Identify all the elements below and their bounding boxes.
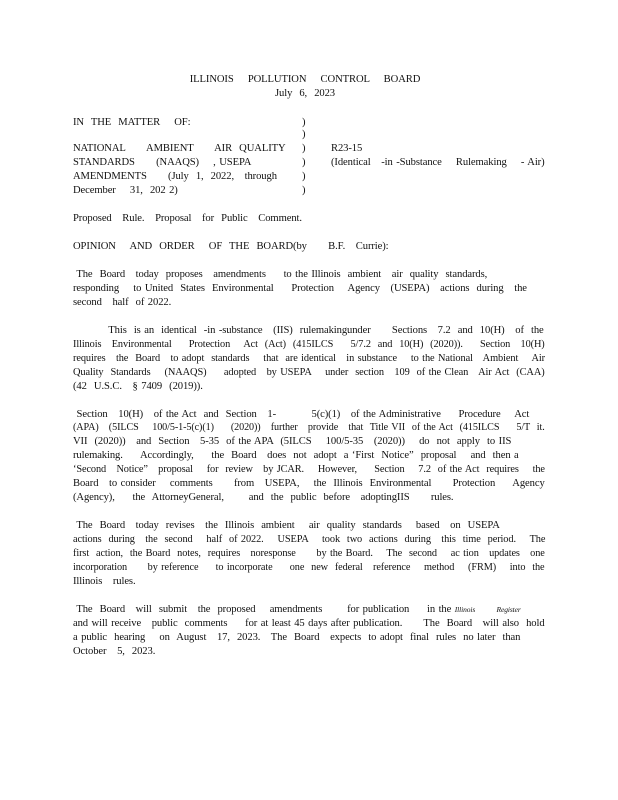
paragraph-line: The Board today revises the Illinois ambient air quality standards based on USEPA xyxy=(73,520,500,531)
caption-paren: ) xyxy=(302,143,306,154)
paragraph-line: (APA) (5ILCS 100/5-1-5(c)(1) (2020)) further provide that Title VII of the Act (415ILCS 5/T it. xyxy=(73,422,545,433)
paragraph-line: first action, the Board notes, requires noresponse by the Board. The second ac tion updates one xyxy=(73,548,545,559)
publication-name: Register xyxy=(496,605,521,614)
paragraph-line: incorporation by reference to incorporate one new federal reference method (FRM) into the xyxy=(73,562,545,573)
proposal-subtitle: Proposed Rule. Proposal for Public Comment. xyxy=(73,213,302,224)
caption-paren: ) xyxy=(302,171,306,182)
paragraph-line: a public hearing on August 17, 2023. The Board expects to adopt final rules no later than xyxy=(73,632,521,643)
caption-title-line: STANDARDS (NAAQS) , USEPA xyxy=(73,157,252,168)
docket-number: R23-15 xyxy=(331,143,363,154)
paragraph-line: (Agency), the AttorneyGeneral, and the public before adoptingIIS rules. xyxy=(73,492,454,503)
opinion-heading: OPINION AND ORDER OF THE BOARD(by B.F. Currie): xyxy=(73,241,389,252)
paragraph-line: actions during the second half of 2022. USEPA took two actions during this time period. The xyxy=(73,534,546,545)
paragraph-line: Illinois rules. xyxy=(73,576,136,587)
docket-description: (Identical -in -Substance Rulemaking - Air) xyxy=(331,157,545,168)
caption-title-line: December 31, 202 2) xyxy=(73,185,178,196)
caption-title-line: NATIONAL AMBIENT AIR QUALITY xyxy=(73,143,286,154)
caption-paren: ) xyxy=(302,185,306,196)
paragraph-line: This is an identical -in -substance (IIS) rulemakingunder Sections 7.2 and 10(H) of the xyxy=(73,325,544,336)
caption-title-line: AMENDMENTS (July 1, 2022, through xyxy=(73,171,277,182)
paragraph-line xyxy=(73,603,521,617)
paragraph-line: responding to United States Environmental Protection Agency (USEPA) actions during the xyxy=(73,283,527,294)
paragraph-line: requires the Board to adopt standards that are identical in substance to the National Ambient Air xyxy=(73,353,546,364)
paragraph-line: The Board today proposes amendments to the Illinois ambient air quality standards, xyxy=(73,269,488,280)
document-date: July 6, 2023 xyxy=(275,88,335,99)
paragraph-line: ‘Second Notice” proposal for review by JCAR. However, Section 7.2 of the Act requires the xyxy=(73,464,545,475)
publication-name: Illinois xyxy=(454,605,476,614)
agency-title: ILLINOIS POLLUTION CONTROL BOARD xyxy=(189,74,421,85)
paragraph-line: Board to consider comments from USEPA, the Illinois Environmental Protection Agency xyxy=(73,478,545,489)
paragraph-line: and will receive public comments for at least 45 days after publication. The Board will also hold xyxy=(73,618,545,629)
in-the-matter-label: IN THE MATTER OF: xyxy=(73,117,191,128)
paragraph-line: VII (2020)) and Section 5-35 of the APA (5ILCS 100/5-35 (2020)) do not apply to IIS xyxy=(73,436,512,447)
paragraph-line: rulemaking. Accordingly, the Board does not adopt a ‘First Notice” proposal and then a xyxy=(73,450,519,461)
paragraph-line: (42 U.S.C. § 7409 (2019)). xyxy=(73,381,203,392)
caption-paren: ) xyxy=(302,117,306,128)
caption-paren: ) xyxy=(302,129,306,140)
paragraph-line: October 5, 2023. xyxy=(73,646,156,657)
paragraph-line: Illinois Environmental Protection Act (Act) (415ILCS 5/7.2 and 10(H) (2020)). Section 10(H) xyxy=(73,339,545,350)
paragraph-line: Section 10(H) of the Act and Section 1- 5(c)(1) of the Administrative Procedure Act xyxy=(73,409,530,420)
paragraph-line: second half of 2022. xyxy=(73,297,172,308)
paragraph-text: The Board will submit the proposed amendments for publication in the xyxy=(73,604,455,615)
paragraph-line: Quality Standards (NAAQS) adopted by USEPA under section 109 of the Clean Air Act (CAA) xyxy=(73,367,545,378)
caption-paren: ) xyxy=(302,157,306,168)
